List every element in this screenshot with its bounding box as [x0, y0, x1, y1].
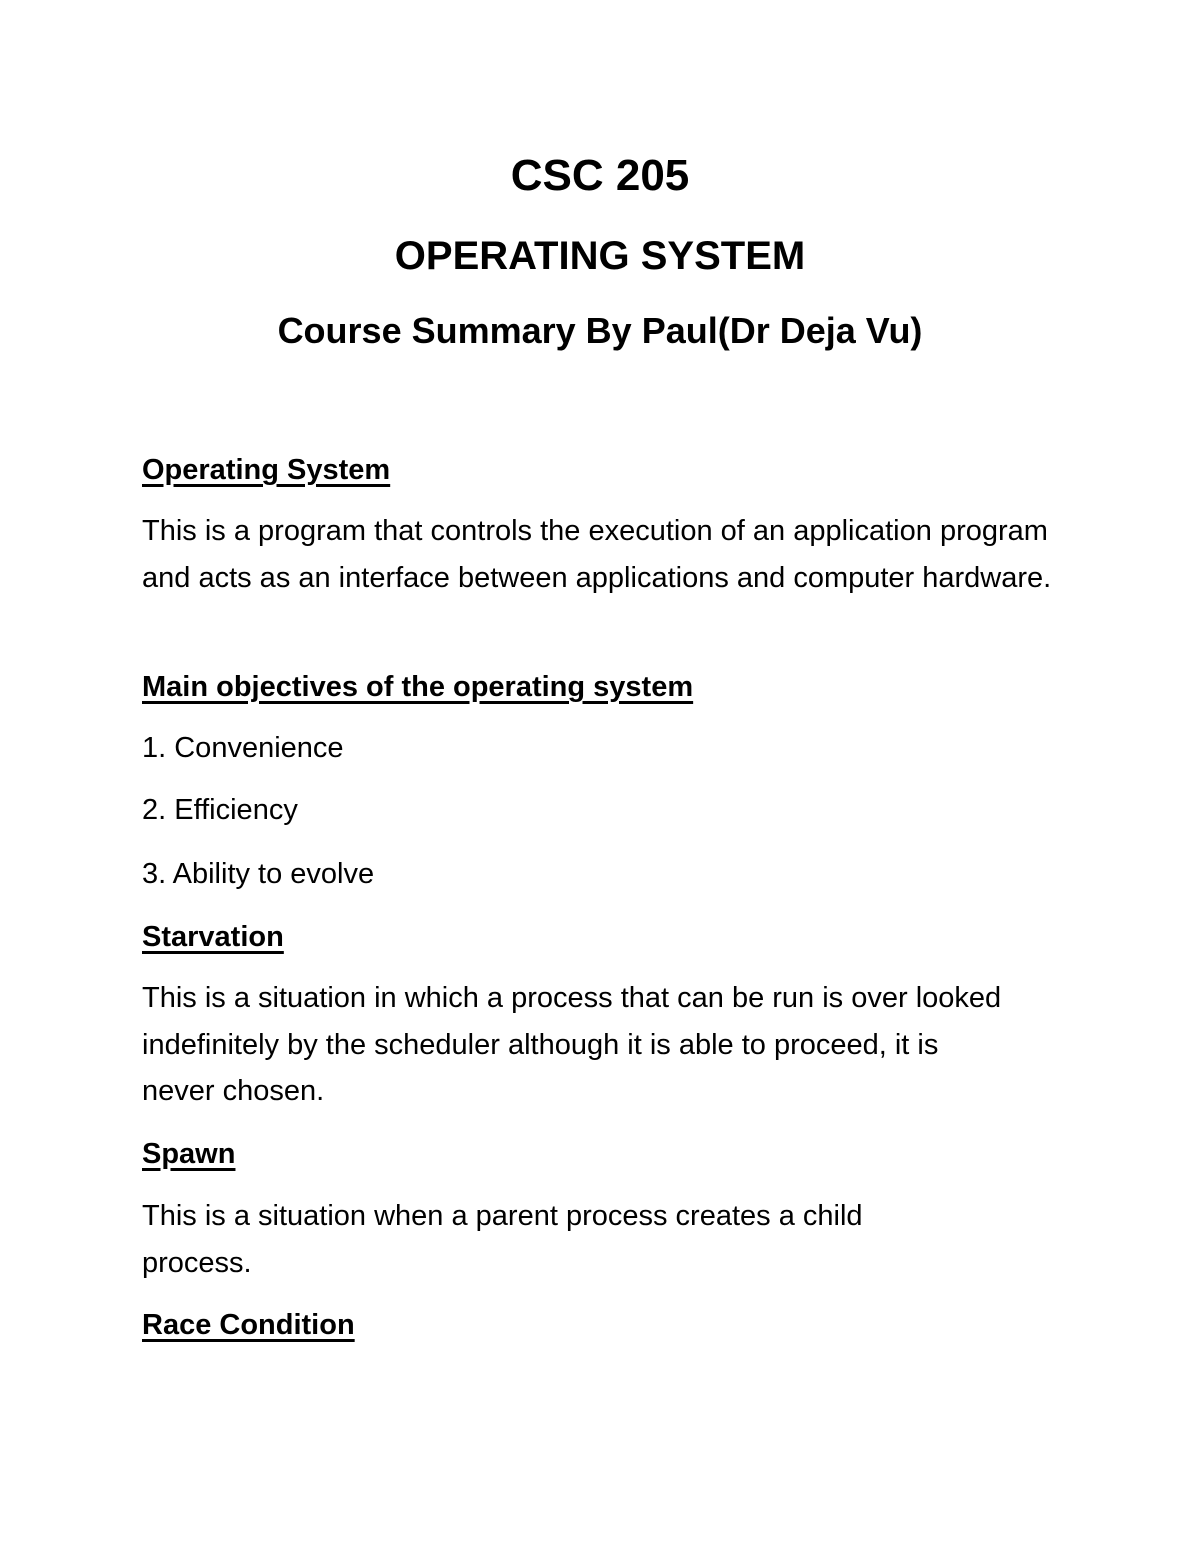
section-heading-operating-system: Operating System [142, 454, 391, 486]
course-title: OPERATING SYSTEM [394, 234, 806, 278]
section-heading-starvation: Starvation [142, 921, 284, 953]
section-body-starvation: This is a situation in which a process that can be run is over looked indefinitely by the scheduler although it is able to proceed, it is never chosen. [142, 982, 1002, 1107]
document-subtitle: Course Summary By Paul(Dr Deja Vu) [277, 310, 923, 351]
course-code: CSC 205 [510, 151, 690, 200]
section-heading-race-condition: Race Condition [142, 1309, 355, 1341]
objective-item: 3. Ability to evolve [142, 858, 375, 890]
section-body-operating-system: This is a program that controls the execution of an application program and acts as an interface between applications and computer hardware. [142, 515, 1052, 594]
section-body-spawn: This is a situation when a parent process creates a child process. [142, 1200, 863, 1279]
objective-item: 2. Efficiency [142, 794, 298, 826]
objective-item: 1. Convenience [142, 732, 344, 764]
section-heading-objectives: Main objectives of the operating system [142, 671, 694, 703]
section-heading-spawn: Spawn [142, 1138, 236, 1170]
